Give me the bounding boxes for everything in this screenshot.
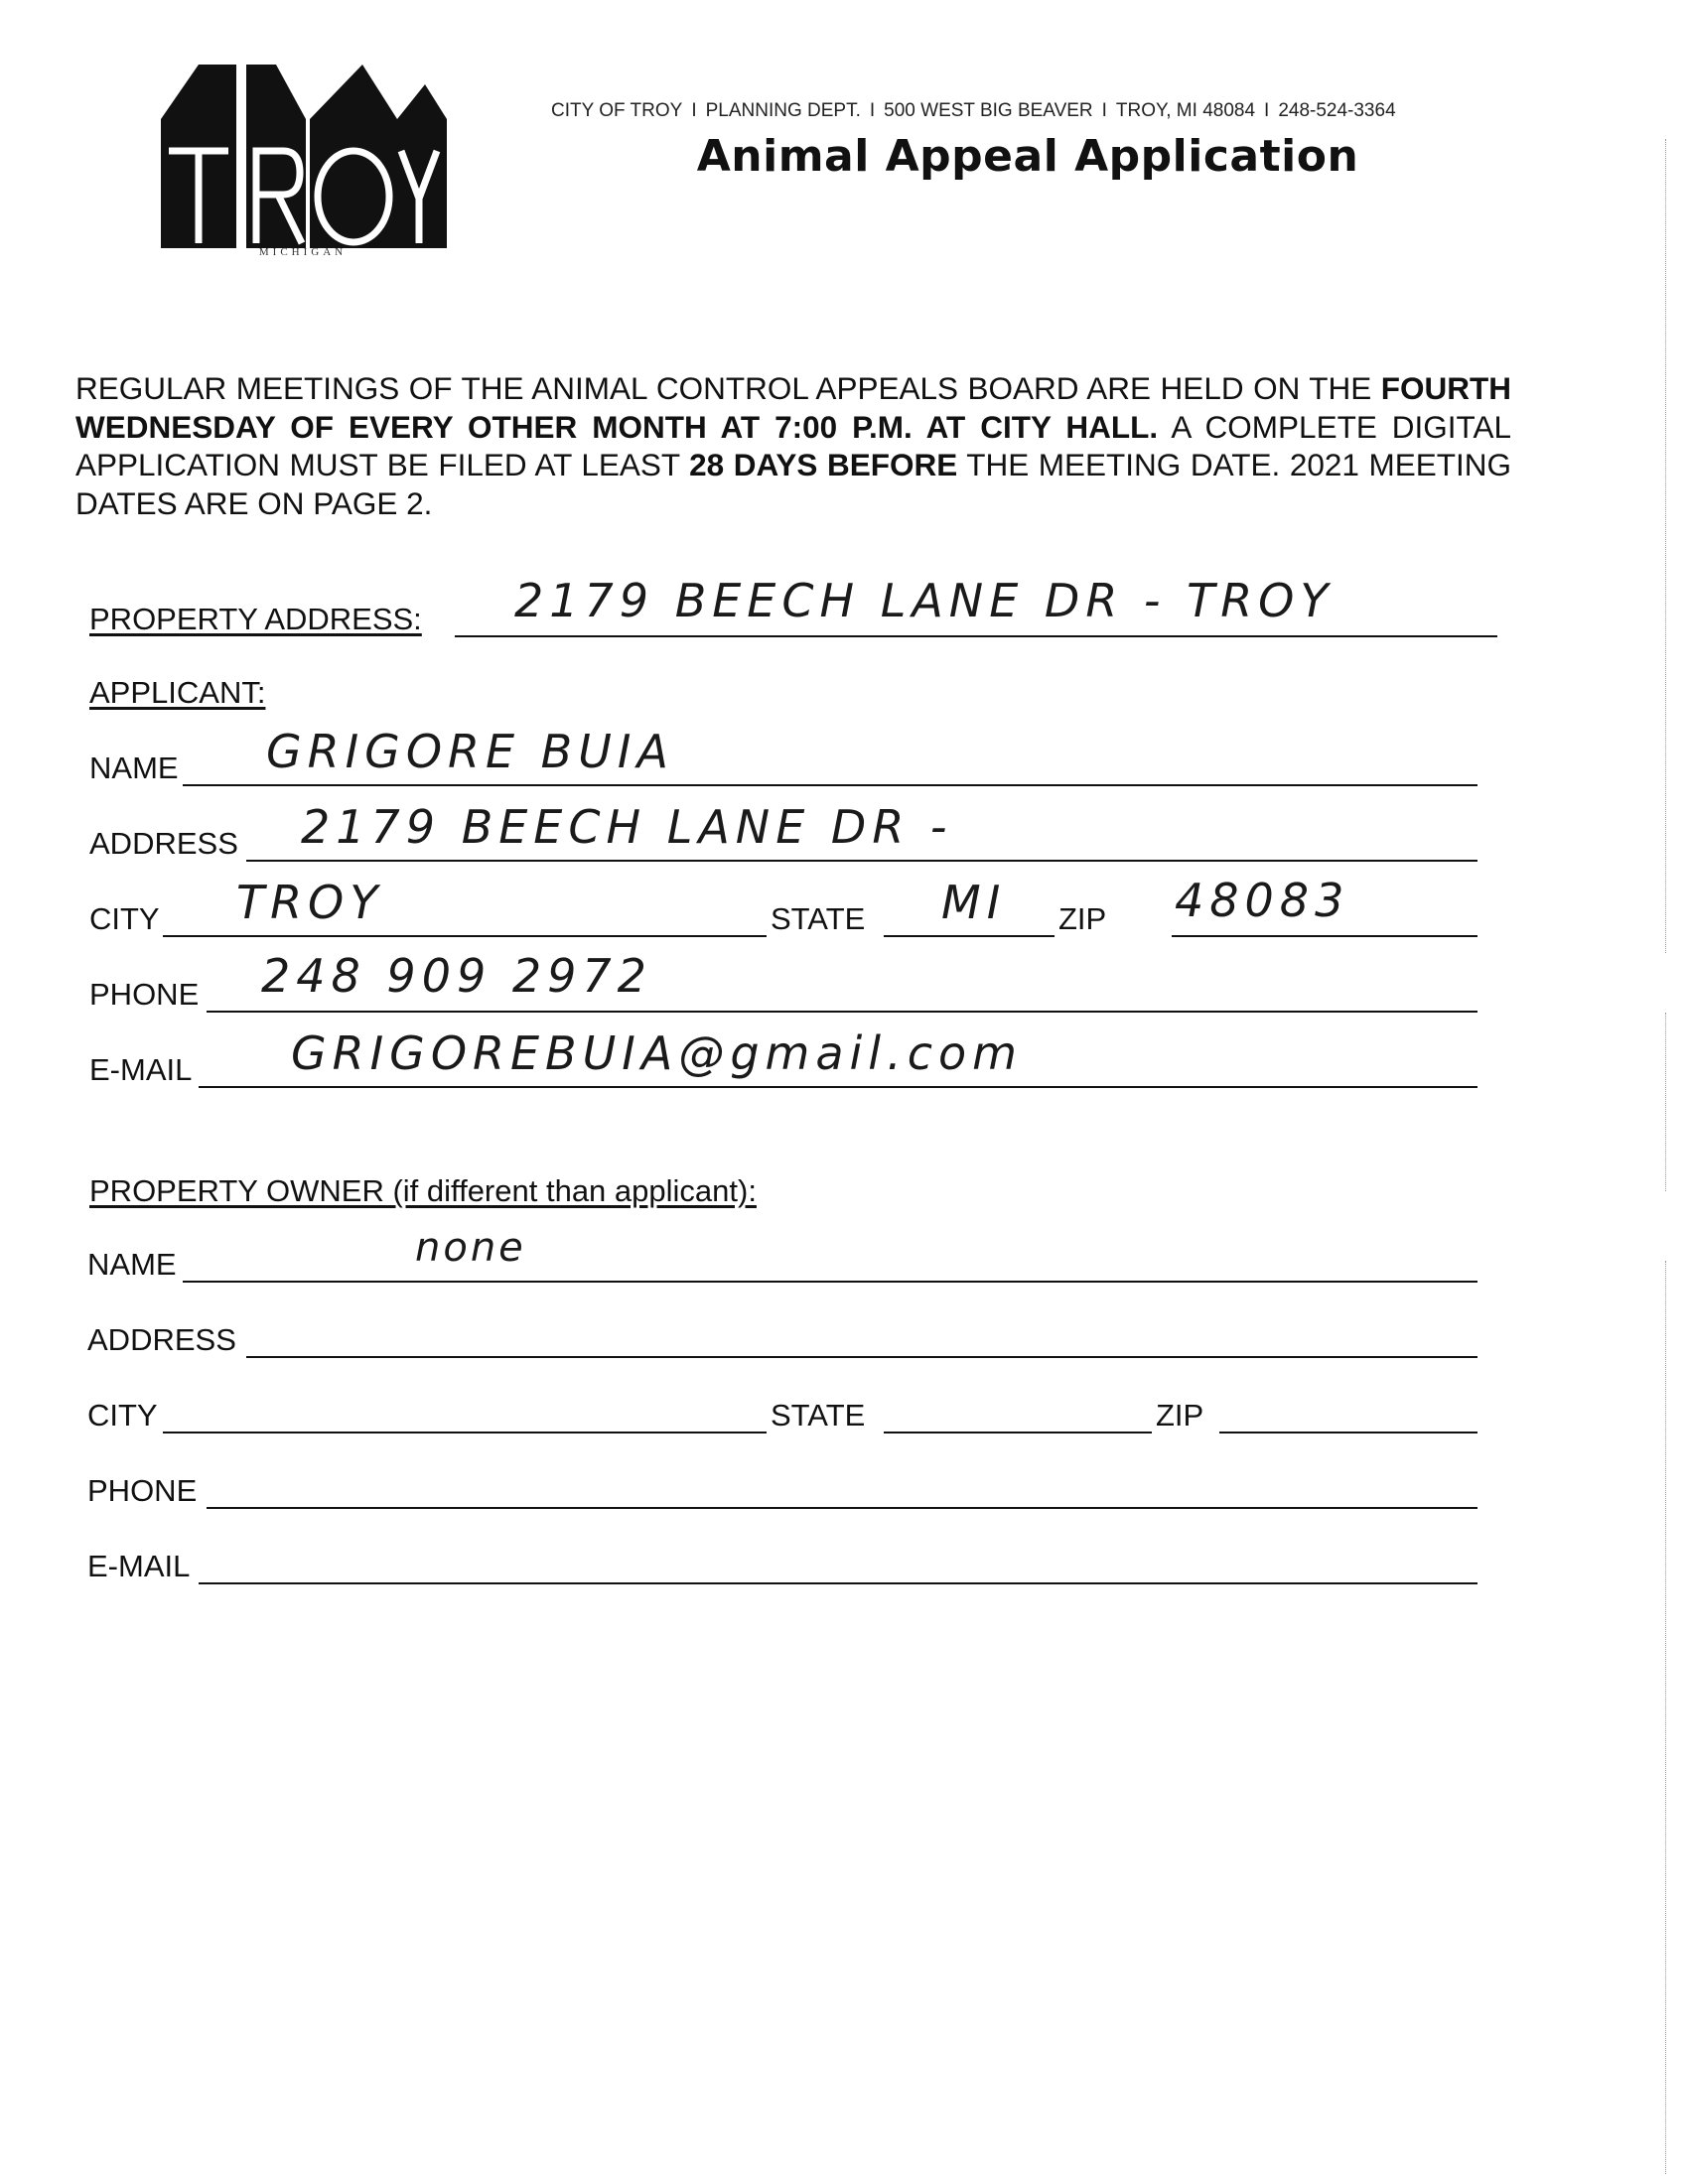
owner-name-line [183, 1281, 1477, 1283]
owner-phone-label: PHONE [87, 1473, 198, 1508]
notice-bold-1: FOURTH WEDNESDAY OF EVERY OTHER MONTH AT 7:00 P.M. AT CITY HALL. [75, 370, 1511, 445]
owner-phone-row [87, 1467, 1477, 1513]
applicant-zip-label: ZIP [1058, 901, 1107, 936]
notice-text-3: THE MEETING DATE. 2021 MEETING DATES ARE ON PAGE 2. [75, 447, 1511, 521]
property-address-row [87, 574, 1497, 641]
applicant-address-row [87, 800, 1477, 866]
applicant-city-label: CITY [89, 901, 160, 936]
owner-email-label: E-MAIL [87, 1549, 191, 1583]
owner-city-label: CITY [87, 1398, 158, 1433]
applicant-state-label: STATE [771, 901, 866, 936]
owner-address-label: ADDRESS [87, 1322, 236, 1357]
applicant-email-field[interactable]: GRIGOREBUIA@gmail.com [291, 1026, 1023, 1080]
owner-phone-line[interactable] [207, 1507, 1477, 1509]
applicant-city-row [87, 874, 1477, 941]
property-address-label: PROPERTY ADDRESS: [89, 602, 422, 636]
owner-email-row [87, 1543, 1477, 1588]
applicant-name-label: NAME [89, 751, 179, 785]
separator: I [1264, 100, 1270, 121]
scan-edge-mark [1665, 139, 1666, 953]
applicant-phone-row [87, 949, 1477, 1017]
contact-citystate: TROY, MI 48084 [1115, 100, 1256, 121]
owner-name-row [87, 1225, 1477, 1287]
applicant-state-field[interactable]: MI [941, 876, 1007, 929]
separator: I [691, 100, 697, 121]
notice-text-1: REGULAR MEETINGS OF THE ANIMAL CONTROL APPEALS BOARD ARE HELD ON THE [75, 370, 1381, 406]
applicant-phone-field[interactable]: 248 909 2972 [261, 949, 652, 1003]
property-address-line [455, 635, 1497, 637]
applicant-name-field[interactable]: GRIGORE BUIA [266, 725, 674, 778]
applicant-address-label: ADDRESS [89, 826, 238, 861]
owner-city-row [87, 1392, 1477, 1437]
owner-address-line[interactable] [246, 1356, 1477, 1358]
applicant-zip-line [1172, 935, 1477, 937]
owner-name-field[interactable]: none [415, 1225, 526, 1271]
applicant-name-line [183, 784, 1477, 786]
applicant-address-line [246, 860, 1477, 862]
meeting-notice [75, 369, 1511, 522]
owner-address-row [87, 1316, 1477, 1362]
scan-edge-mark [1665, 1013, 1666, 1191]
separator: I [1101, 100, 1107, 121]
owner-email-line[interactable] [199, 1582, 1477, 1584]
owner-heading: PROPERTY OWNER (if different than applicant): [89, 1173, 757, 1208]
property-address-field[interactable]: 2179 BEECH LANE DR - TROY [514, 574, 1335, 627]
owner-state-label: STATE [771, 1398, 866, 1433]
applicant-phone-label: PHONE [89, 977, 200, 1012]
contact-street: 500 WEST BIG BEAVER [884, 100, 1093, 121]
applicant-email-label: E-MAIL [89, 1052, 193, 1087]
owner-city-line[interactable] [163, 1432, 767, 1433]
contact-city: CITY OF TROY [551, 100, 683, 121]
applicant-city-field[interactable]: TROY [236, 876, 384, 929]
owner-state-line[interactable] [884, 1432, 1152, 1433]
owner-name-label: NAME [87, 1247, 177, 1282]
document-title: Animal Appeal Application [696, 131, 1359, 182]
applicant-email-line [199, 1086, 1477, 1088]
contact-line [551, 100, 1499, 122]
notice-text-2: A COMPLETE DIGITAL APPLICATION MUST BE FILED AT LEAST [75, 408, 1511, 482]
separator: I [869, 100, 876, 121]
applicant-name-row [87, 725, 1477, 790]
applicant-email-row [87, 1026, 1477, 1092]
applicant-zip-field[interactable]: 48083 [1175, 874, 1350, 927]
applicant-address-field[interactable]: 2179 BEECH LANE DR - [301, 800, 953, 854]
applicant-phone-line [207, 1011, 1477, 1013]
applicant-city-line [163, 935, 767, 937]
owner-zip-label: ZIP [1156, 1398, 1204, 1433]
troy-logo-icon [159, 60, 447, 263]
contact-dept: PLANNING DEPT. [705, 100, 861, 121]
troy-logo [159, 60, 447, 263]
applicant-state-line [884, 935, 1055, 937]
logo-subtitle: MICHIGAN [258, 246, 348, 258]
contact-phone: 248-524-3364 [1278, 100, 1396, 121]
applicant-heading: APPLICANT: [89, 675, 266, 710]
scan-edge-mark [1665, 1261, 1666, 2174]
notice-bold-2: 28 DAYS BEFORE [689, 447, 958, 482]
owner-zip-line[interactable] [1219, 1432, 1477, 1433]
